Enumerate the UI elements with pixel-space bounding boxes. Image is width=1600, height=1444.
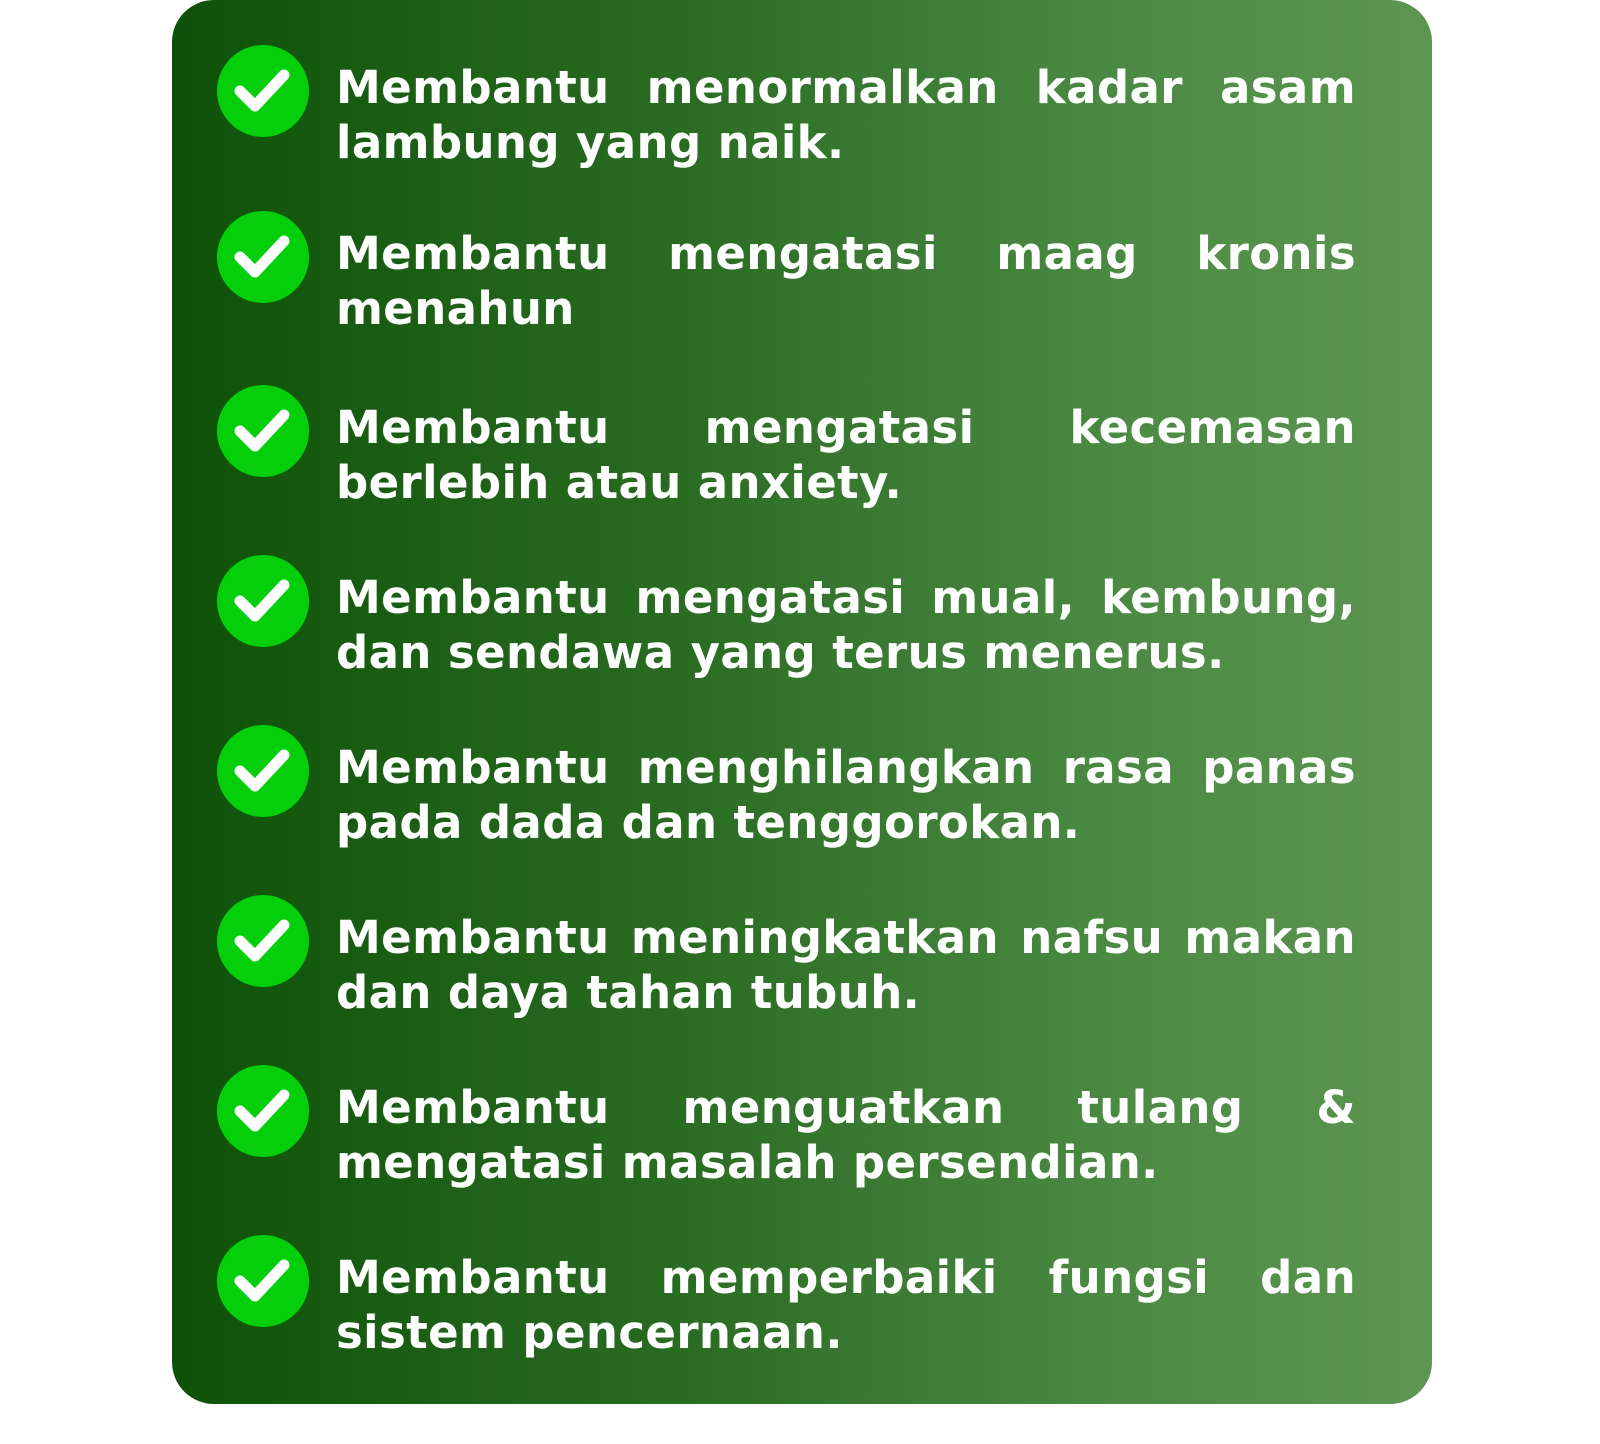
check-circle-icon bbox=[217, 211, 309, 303]
check-circle-icon bbox=[217, 725, 309, 817]
check-circle-icon bbox=[217, 1065, 309, 1157]
check-circle-icon bbox=[217, 385, 309, 477]
check-circle-icon bbox=[217, 45, 309, 137]
check-circle-icon bbox=[217, 1235, 309, 1327]
check-circle-icon bbox=[217, 895, 309, 987]
benefit-text: Membantu menguatkan tulang & mengatasi masalah persendian. bbox=[336, 1081, 1356, 1189]
benefit-text: Membantu menghilangkan rasa panas pada dada dan tenggorokan. bbox=[336, 741, 1356, 849]
benefit-text: Membantu meningkatkan nafsu makan dan daya tahan tubuh. bbox=[336, 911, 1356, 1019]
check-circle-icon bbox=[217, 555, 309, 647]
benefit-text: Membantu mengatasi mual, kembung, dan sendawa yang terus menerus. bbox=[336, 571, 1356, 679]
benefit-text: Membantu menormalkan kadar asam lambung yang naik. bbox=[336, 61, 1356, 169]
benefit-text: Membantu mengatasi kecemasan berlebih atau anxiety. bbox=[336, 401, 1356, 509]
benefit-text: Membantu memperbaiki fungsi dan sistem pencernaan. bbox=[336, 1251, 1356, 1359]
benefit-text: Membantu mengatasi maag kronis menahun bbox=[336, 227, 1356, 335]
benefits-card bbox=[172, 0, 1432, 1404]
